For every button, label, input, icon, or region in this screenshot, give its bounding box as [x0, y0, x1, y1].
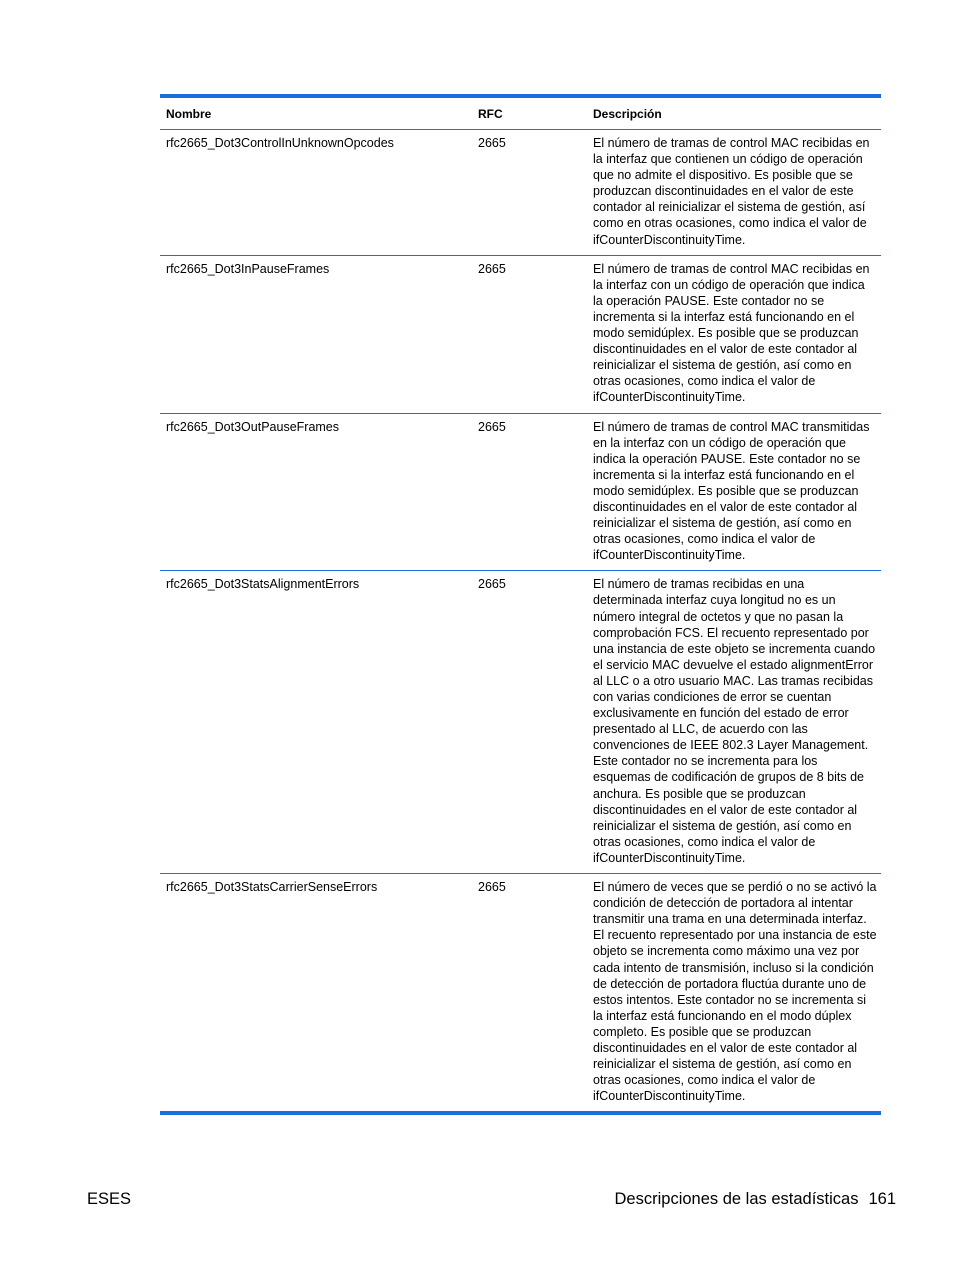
- row-description: El número de tramas de control MAC recibidas en la interfaz que contienen un código de operación que no admite el dispositivo. Es posible que se produzcan discontinuidades en el valor de este contador al reinicializar el sistema de gestión, así como en otras ocasiones, como indica el valor de ifCounterDiscontinuityTime.: [593, 136, 870, 247]
- table-bottom-rule: [160, 1111, 881, 1115]
- table-row: [160, 130, 881, 256]
- table-row: [160, 256, 881, 414]
- header-rfc: RFC: [478, 106, 503, 121]
- row-name: rfc2665_Dot3StatsAlignmentErrors: [166, 577, 360, 592]
- row-rfc: 2665: [478, 261, 506, 276]
- table-row: [160, 874, 881, 1111]
- row-name: rfc2665_Dot3InPauseFrames: [166, 261, 330, 276]
- table-header-row: [160, 98, 881, 130]
- statistics-table: [160, 94, 881, 1115]
- row-description: El número de veces que se perdió o no se activó la condición de detección de portadora al intentar transmitir una trama en una determinada interfaz. El recuento representado por una instancia de este objeto se incrementa como máximo una vez por cada intento de transmisión, incluso si la condición de detección de portadora fluctúa durante uno de estos intentos. Este contador no se incrementa si la interfaz está funcionando en el modo dúplex completo. Es posible que se produzcan discontinuidades en el valor de este contador al reinicializar el sistema de gestión, así como en otras ocasiones, como indica el valor de ifCounterDiscontinuityTime.: [593, 880, 877, 1104]
- row-rfc: 2665: [478, 577, 506, 592]
- footer-page-number: 161: [868, 1190, 896, 1208]
- row-rfc: 2665: [478, 136, 506, 150]
- row-description: El número de tramas recibidas en una determinada interfaz cuya longitud no es un número integral de octetos y que no pasan la comprobación FCS. El recuento representado por una instancia de este objeto se incrementa cuando el servicio MAC devuelve el estado alignmentError al LLC o a otro usuario MAC. Las tramas recibidas con varias condiciones de error se cuentan exclusivamente en función del estado de error presentado al LLC, de acuerdo con las convenciones de IEEE 802.3 Layer Management. Este contador no se incrementa para los esquemas de codificación de grupos de 8 bits de anchura. Es posible que se produzcan discontinuidades en el valor de este contador al reinicializar el sistema de gestión, así como en otras ocasiones, como indica el valor de ifCounterDiscontinuityTime.: [593, 577, 876, 865]
- header-name: Nombre: [166, 106, 212, 121]
- table-row: [160, 571, 881, 874]
- header-description: Descripción: [593, 106, 662, 121]
- row-description: El número de tramas de control MAC transmitidas en la interfaz con un código de operación que indica la operación PAUSE. Este contador no se incrementa si la interfaz está funcionando en el modo semidúplex. Es posible que se produzcan discontinuidades en el valor de este contador al reinicializar el sistema de gestión, así como en otras ocasiones, como indica el valor de ifCounterDiscontinuityTime.: [593, 419, 870, 563]
- footer-locale: ESES: [87, 1190, 132, 1208]
- footer-page-info: [615, 1190, 896, 1209]
- row-rfc: 2665: [478, 880, 506, 895]
- row-rfc: 2665: [478, 419, 506, 434]
- row-name: rfc2665_Dot3ControlInUnknownOpcodes: [166, 136, 394, 150]
- row-name: rfc2665_Dot3OutPauseFrames: [166, 419, 340, 434]
- row-name: rfc2665_Dot3StatsCarrierSenseErrors: [166, 880, 378, 895]
- row-description: El número de tramas de control MAC recibidas en la interfaz con un código de operación que indica la operación PAUSE. Este contador no se incrementa si la interfaz está funcionando en el modo semidúplex. Es posible que se produzcan discontinuidades en el valor de este contador al reinicializar el sistema de gestión, así como en otras ocasiones, como indica el valor de ifCounterDiscontinuityTime.: [593, 261, 870, 405]
- footer-section-title: Descripciones de las estadísticas: [614, 1190, 859, 1208]
- table-row: [160, 414, 881, 572]
